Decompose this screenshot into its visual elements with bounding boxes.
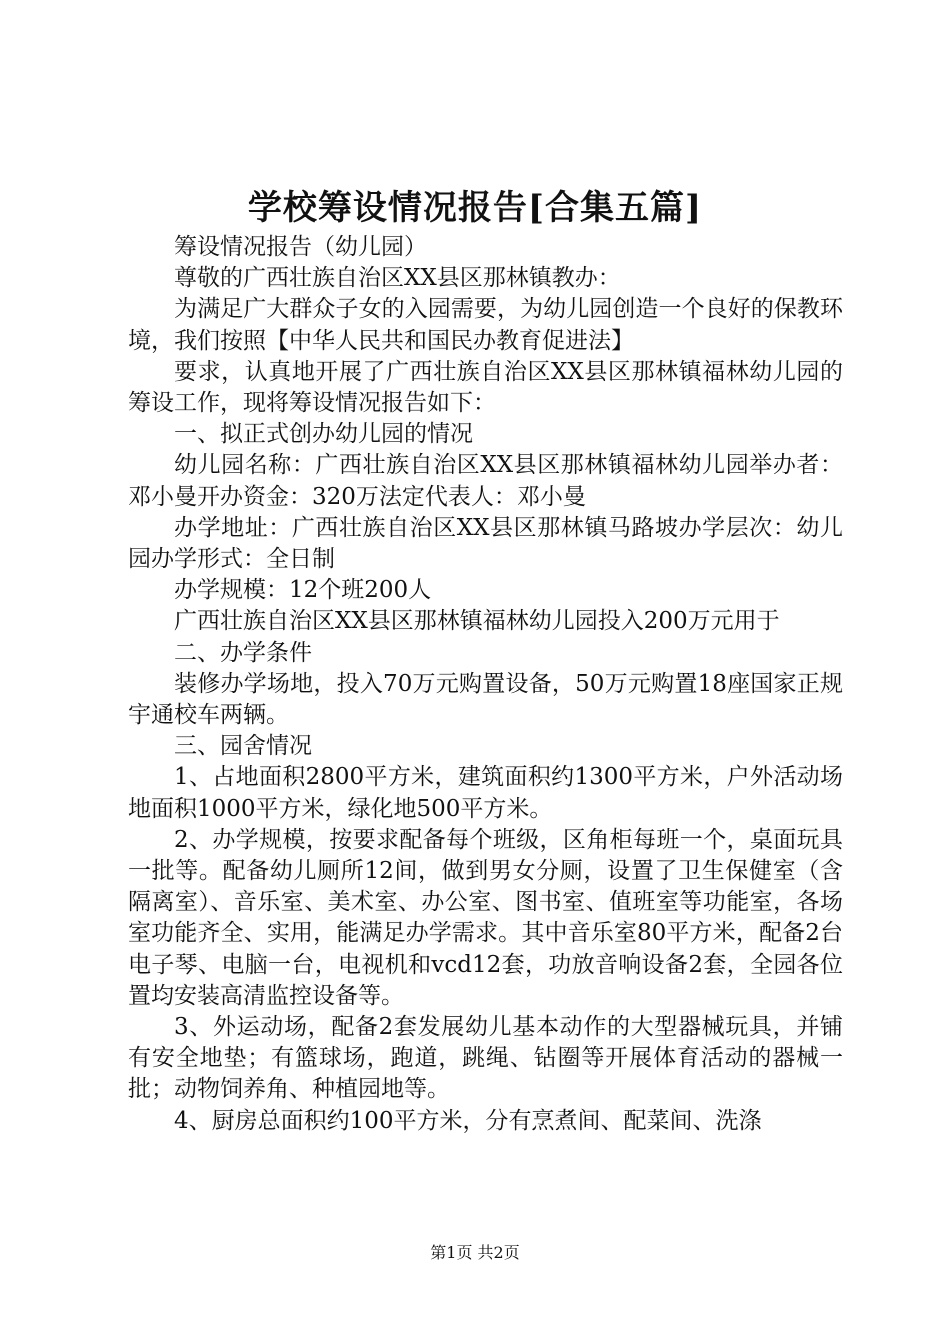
paragraph: 幼儿园名称：广西壮族自治区XX县区那林镇福林幼儿园举办者：邓小曼开办资金：320万法定代表人：邓小曼 [128,452,843,510]
paragraph: 办学地址：广西壮族自治区XX县区那林镇马路坡办学层次：幼儿园办学形式：全日制 [128,514,843,573]
paragraph: 装修办学场地，投入70万元购置设备，50万元购置18座国家正规宇通校车两辆。 [128,670,843,729]
document-title: 学校筹设情况报告[合集五篇] [247,188,703,228]
paragraph: 1、占地面积2800平方米，建筑面积约1300平方米，户外活动场地面积1000平方米，绿化地500平方米。 [128,764,843,822]
paragraph: 筹设情况报告（幼儿园） [174,234,427,260]
page-footer: 第1页 共2页 [430,1243,520,1262]
section-heading: 三、园舍情况 [174,733,312,760]
paragraph: 广西壮族自治区XX县区那林镇福林幼儿园投入200万元用于 [174,608,780,635]
document-body [128,232,843,1137]
paragraph: 3、外运动场，配备2套发展幼儿基本动作的大型器械玩具，并铺有安全地垫；有篮球场，跑道，跳绳、钻圈等开展体育活动的器械一批；动物饲养角、种植园地等。 [128,1014,843,1103]
paragraph: 要求，认真地开展了广西壮族自治区XX县区那林镇福林幼儿园的筹设工作，现将筹设情况报告如下： [128,358,843,417]
paragraph: 2、办学规模，按要求配备每个班级，区角柜每班一个，桌面玩具一批等。配备幼儿厕所12间，做到男女分厕，设置了卫生保健室（含隔离室）、音乐室、美术室、办公室、图书室、值班室等功能室，各场室功能齐全、实用，能满足办学需求。其中音乐室80平方米，配备2台电子琴、电脑一台，电视机和vcd12套，功放音响设备2套，全园各位置均安装高清监控设备等。 [128,826,843,1009]
section-heading: 二、办学条件 [174,639,312,666]
paragraph: 4、厨房总面积约100平方米，分有烹煮间、配菜间、洗涤 [174,1107,762,1134]
paragraph: 为满足广大群众子女的入园需要，为幼儿园创造一个良好的保教环境，我们按照【中华人民共和国民办教育促进法】 [128,296,843,354]
paragraph: 办学规模：12个班200人 [174,577,432,604]
section-heading: 一、拟正式创办幼儿园的情况 [174,421,473,448]
paragraph: 尊敬的广西壮族自治区XX县区那林镇教办： [174,265,621,292]
